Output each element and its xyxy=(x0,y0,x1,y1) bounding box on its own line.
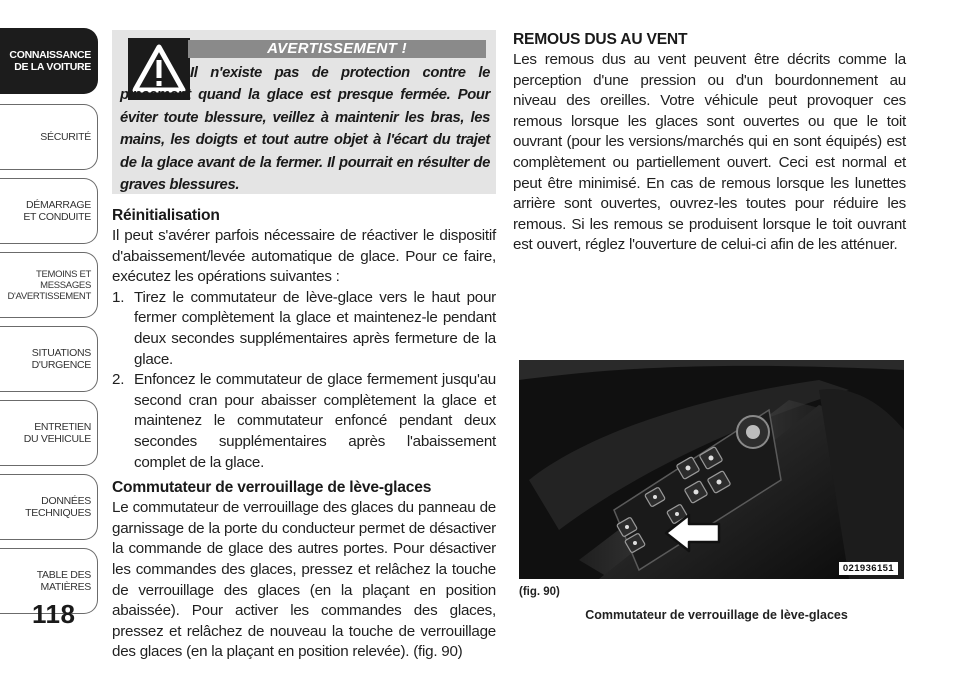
warning-text: Il n'existe pas de protection contre le pincement quand la glace est presque fermée. Pour éviter toute blessure, veillez à maintenir les bras, les mains, les doigts et tout autre objet à l'écart du trajet de la glace avant de la fermer. Il pourrait en résulter de graves blessures. xyxy=(120,65,490,194)
reset-heading: Réinitialisation xyxy=(112,207,220,224)
reset-steps xyxy=(112,288,496,473)
step-number: 2. xyxy=(112,371,125,389)
list-item xyxy=(112,288,496,370)
page-number: 118 xyxy=(32,599,76,629)
figure-window-lock-switch xyxy=(519,360,904,579)
step-text: Tirez le commutateur de lève-glace vers le haut pour fermer complètement la glace et maintenez-le pendant deux secondes supplémentaires après fermeture de la glace. xyxy=(134,288,496,368)
tab-connaissance-de-la-voiture[interactable]: CONNAISSANCE DE LA VOITURE xyxy=(0,28,98,94)
warning-box xyxy=(112,30,496,194)
tab-securite[interactable]: SÉCURITÉ xyxy=(0,104,98,170)
step-text: Enfoncez le commutateur de glace fermement jusqu'au second cran pour abaisser complètement la glace et maintenez le commutateur enfoncé pendant deux secondes supplémentaires après l'abaissement complet de la glace. xyxy=(134,371,496,471)
wind-text: Les remous dus au vent peuvent être décrits comme la perception d'une pression ou d'un bourdonnement au niveau des oreilles. Votre véhicule peut provoquer ces remous lorsque les glaces sont ouvertes ou que le toit ouvrant (pour les versions/marchés qui en sont équipés) est complètement ou partiellement ouvert. Ceci est normal et peut être minimisé. En cas de remous lorsque les lunettes arrière sont ouvertes, ouvrez-les toutes pour réduire les remous. Si les remous se produisent lorsque le toit ouvrant est ouvert, réglez l'ouverture de celui-ci afin de les atténuer. xyxy=(513,51,906,254)
warning-title: AVERTISSEMENT ! xyxy=(188,40,486,58)
tab-demarrage-et-conduite[interactable]: DÉMARRAGE ET CONDUITE xyxy=(0,178,98,244)
reset-intro: Il peut s'avérer parfois nécessaire de réactiver le dispositif d'abaissement/levée automatique de glace. Pour ce faire, exécutez les opérations suivantes : xyxy=(112,227,496,286)
tab-donnees-techniques[interactable]: DONNÉES TECHNIQUES xyxy=(0,474,98,540)
figure-code: 021936151 xyxy=(839,562,898,575)
wind-heading: REMOUS DUS AU VENT xyxy=(513,31,688,48)
list-item xyxy=(112,370,496,473)
figure-label: (fig. 90) xyxy=(519,586,560,598)
left-column xyxy=(112,30,496,663)
figure-caption: Commutateur de verrouillage de lève-glaces xyxy=(585,608,848,622)
tab-entretien-du-vehicule[interactable]: ENTRETIEN DU VEHICULE xyxy=(0,400,98,466)
step-number: 1. xyxy=(112,288,125,306)
tab-table-des-matieres[interactable]: TABLE DES MATIÈRES xyxy=(0,548,98,614)
right-column xyxy=(513,30,906,256)
tab-situations-d-urgence[interactable]: SITUATIONS D'URGENCE xyxy=(0,326,98,392)
lock-text: Le commutateur de verrouillage des glaces du panneau de garnissage de la porte du conducteur permet de désactiver la commande de glace des autres portes. Pour désactiver les commandes des glaces, pressez et relâchez la touche de verrouillage des glaces (en la plaçant en position abaissée). Pour activer les commandes des glaces, pressez et relâchez de nouveau la touche de verrouillage des glaces (en la plaçant en position relevée). (fig. 90) xyxy=(112,499,496,661)
tab-temoins-et-messages[interactable]: TEMOINS ET MESSAGES D'AVERTISSEMENT xyxy=(0,252,98,318)
lock-heading: Commutateur de verrouillage de lève-glaces xyxy=(112,479,432,497)
door-panel-illustration xyxy=(519,360,904,579)
